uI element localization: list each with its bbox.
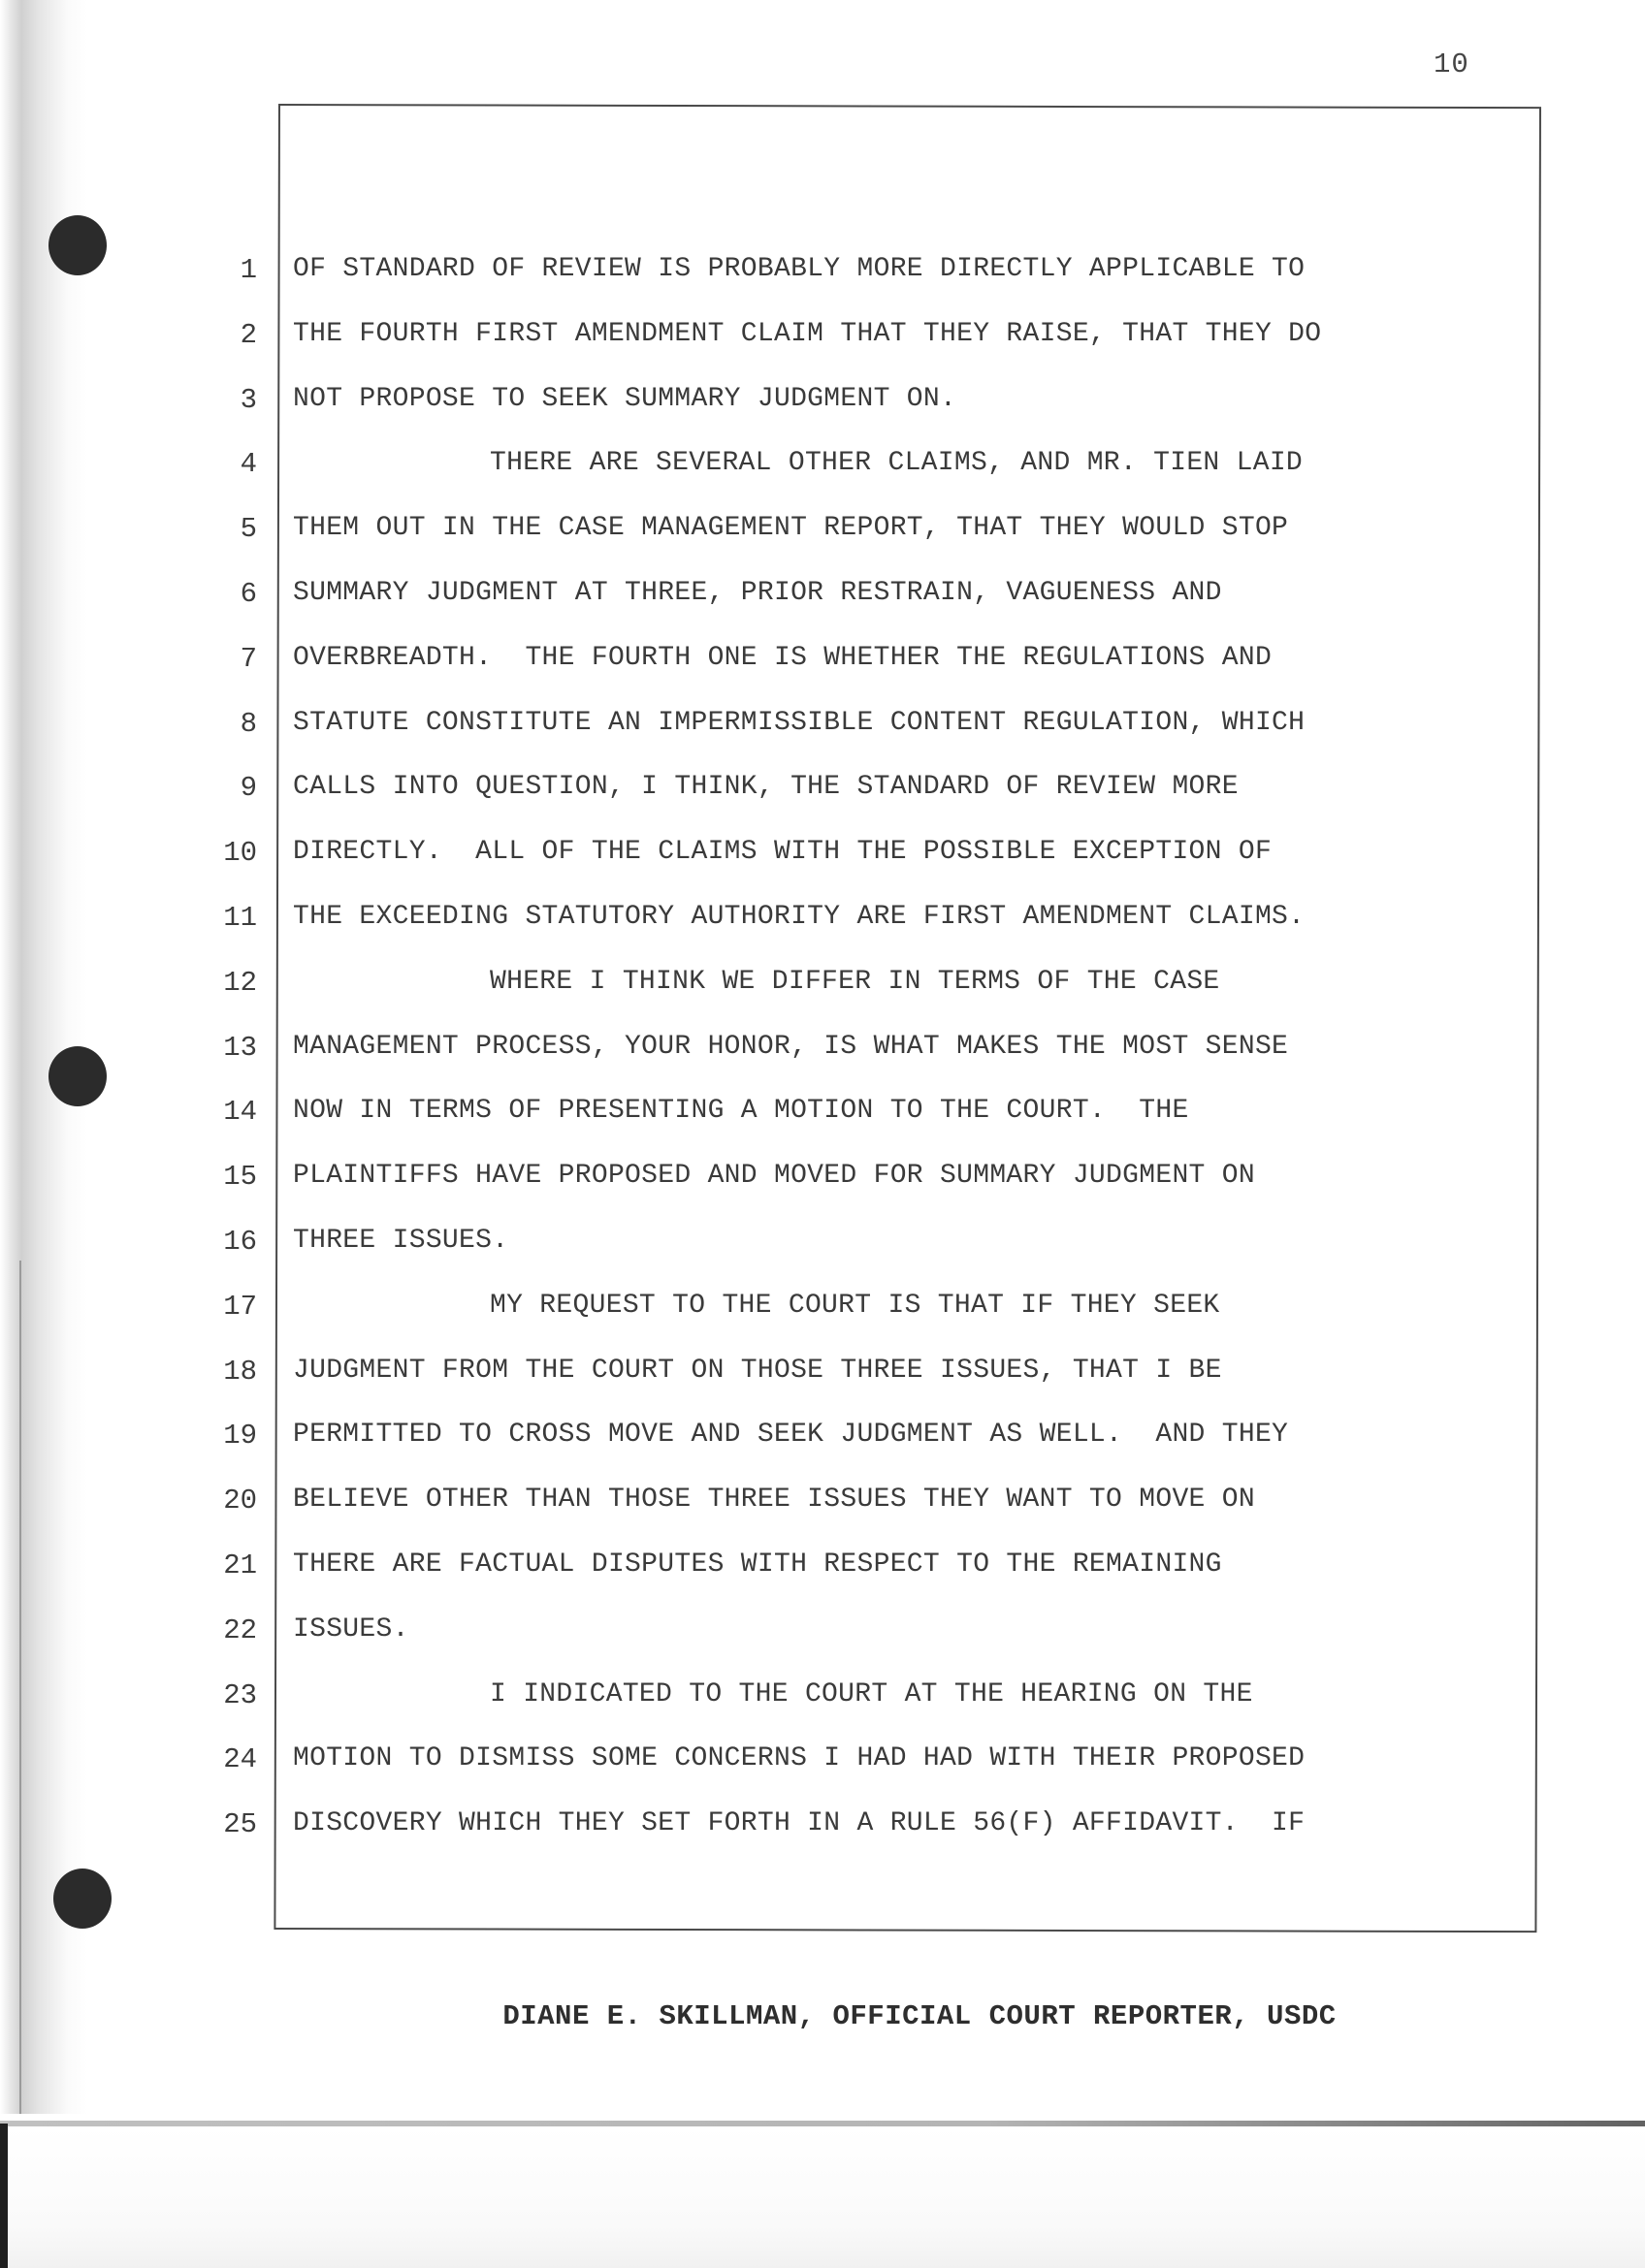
line-number: 3	[240, 383, 257, 416]
transcript-line	[0, 1096, 1645, 1138]
line-text: SUMMARY JUDGMENT AT THREE, PRIOR RESTRAIN, VAGUENESS AND	[293, 578, 1222, 608]
line-number: 25	[223, 1808, 257, 1841]
line-number: 1	[240, 254, 257, 286]
line-number: 5	[240, 513, 257, 546]
line-number: 10	[223, 837, 257, 870]
line-text: ISSUES.	[293, 1613, 409, 1645]
line-number: 2	[240, 318, 257, 351]
transcript-line	[0, 578, 1645, 621]
line-text: THE EXCEEDING STATUTORY AUTHORITY ARE FIRST AMENDMENT CLAIMS.	[293, 902, 1306, 932]
line-text: BELIEVE OTHER THAN THOSE THREE ISSUES THEY WANT TO MOVE ON	[293, 1485, 1255, 1516]
transcript-line	[0, 1356, 1645, 1398]
line-text: NOW IN TERMS OF PRESENTING A MOTION TO THE COURT. THE	[293, 1096, 1189, 1127]
scanner-edge-bar	[0, 2124, 8, 2268]
line-number: 6	[240, 578, 257, 610]
transcript-border-box	[274, 104, 1541, 1933]
line-number: 16	[223, 1226, 257, 1258]
line-number: 22	[223, 1613, 257, 1646]
line-text: THE FOURTH FIRST AMENDMENT CLAIM THAT THEY RAISE, THAT THEY DO	[293, 318, 1322, 349]
transcript-line	[0, 1291, 1645, 1333]
page-number: 10	[1434, 48, 1469, 80]
line-number: 8	[240, 707, 257, 740]
line-text: OF STANDARD OF REVIEW IS PROBABLY MORE DIRECTLY APPLICABLE TO	[293, 254, 1306, 284]
line-text: DISCOVERY WHICH THEY SET FORTH IN A RULE 56(F) AFFIDAVIT. IF	[293, 1808, 1306, 1839]
transcript-line	[0, 902, 1645, 944]
transcript-line	[0, 448, 1645, 491]
underlying-sheet	[0, 2126, 1645, 2268]
line-text: MOTION TO DISMISS SOME CONCERNS I HAD HAD WITH THEIR PROPOSED	[293, 1743, 1306, 1774]
line-number: 11	[223, 902, 257, 934]
line-text: THREE ISSUES.	[293, 1226, 509, 1256]
line-text: WHERE I THINK WE DIFFER IN TERMS OF THE CASE	[490, 966, 1220, 997]
line-number: 23	[223, 1678, 257, 1711]
transcript-line	[0, 1549, 1645, 1592]
transcript-line	[0, 513, 1645, 556]
transcript-line	[0, 708, 1645, 751]
line-number: 9	[240, 772, 257, 805]
line-number: 12	[223, 966, 257, 999]
transcript-line	[0, 319, 1645, 362]
line-text: THERE ARE SEVERAL OTHER CLAIMS, AND MR. TIEN LAID	[490, 448, 1304, 479]
line-text: CALLS INTO QUESTION, I THINK, THE STANDARD OF REVIEW MORE	[293, 772, 1239, 803]
line-number: 24	[223, 1743, 257, 1776]
line-number: 17	[223, 1290, 257, 1323]
transcript-line	[0, 1226, 1645, 1268]
transcript-line	[0, 1032, 1645, 1074]
line-text: OVERBREADTH. THE FOURTH ONE IS WHETHER THE REGULATIONS AND	[293, 642, 1273, 673]
line-text: STATUTE CONSTITUTE AN IMPERMISSIBLE CONTENT REGULATION, WHICH	[293, 707, 1306, 738]
punch-hole-bottom	[53, 1869, 112, 1929]
line-number: 20	[223, 1485, 257, 1517]
line-number: 4	[240, 448, 257, 481]
line-number: 7	[240, 642, 257, 675]
line-number: 13	[223, 1031, 257, 1064]
transcript-line	[0, 1743, 1645, 1786]
transcript-line	[0, 1614, 1645, 1657]
transcript-line	[0, 772, 1645, 815]
line-text: MY REQUEST TO THE COURT IS THAT IF THEY SEEK	[490, 1290, 1220, 1321]
transcript-line	[0, 643, 1645, 686]
line-number: 14	[223, 1096, 257, 1129]
line-text: DIRECTLY. ALL OF THE CLAIMS WITH THE POSSIBLE EXCEPTION OF	[293, 837, 1273, 868]
transcript-line	[0, 254, 1645, 297]
line-text: THERE ARE FACTUAL DISPUTES WITH RESPECT TO THE REMAINING	[293, 1549, 1222, 1580]
transcript-line	[0, 384, 1645, 427]
line-text: MANAGEMENT PROCESS, YOUR HONOR, IS WHAT MAKES THE MOST SENSE	[293, 1031, 1289, 1062]
line-text: PLAINTIFFS HAVE PROPOSED AND MOVED FOR SUMMARY JUDGMENT ON	[293, 1161, 1255, 1192]
line-text: THEM OUT IN THE CASE MANAGEMENT REPORT, THAT THEY WOULD STOP	[293, 513, 1289, 544]
line-text: I INDICATED TO THE COURT AT THE HEARING ON THE	[490, 1678, 1253, 1709]
line-number: 15	[223, 1161, 257, 1194]
transcript-line	[0, 967, 1645, 1009]
transcript-line	[0, 1485, 1645, 1527]
line-text: NOT PROPOSE TO SEEK SUMMARY JUDGMENT ON.	[293, 383, 957, 414]
transcript-line	[0, 837, 1645, 879]
line-text: PERMITTED TO CROSS MOVE AND SEEK JUDGMENT AS WELL. AND THEY	[293, 1420, 1289, 1451]
line-number: 19	[223, 1420, 257, 1453]
line-number: 21	[223, 1549, 257, 1581]
line-number: 18	[223, 1355, 257, 1388]
transcript-line	[0, 1679, 1645, 1722]
transcript-line	[0, 1808, 1645, 1851]
transcript-line	[0, 1161, 1645, 1203]
transcript-line	[0, 1420, 1645, 1462]
court-reporter-footer: DIANE E. SKILLMAN, OFFICIAL COURT REPORTER, USDC	[502, 2000, 1337, 2032]
line-text: JUDGMENT FROM THE COURT ON THOSE THREE ISSUES, THAT I BE	[293, 1355, 1222, 1386]
